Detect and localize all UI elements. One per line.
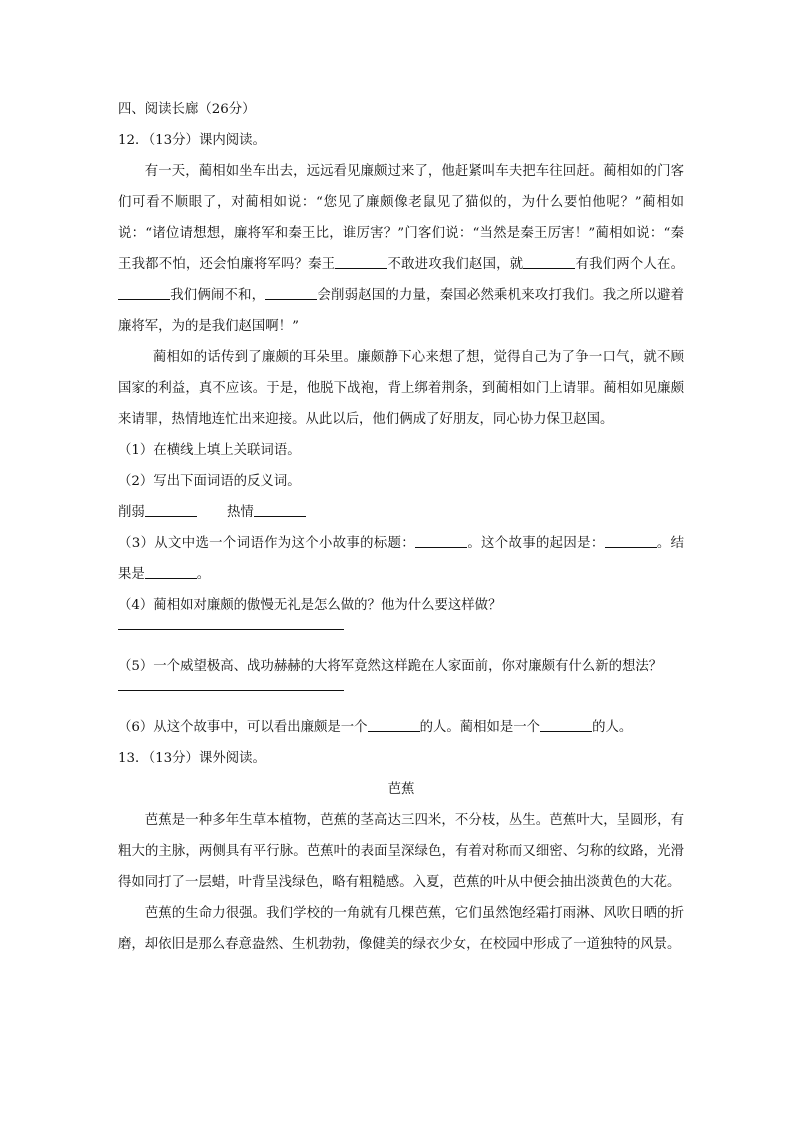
blank[interactable]	[540, 718, 592, 732]
answer-line[interactable]	[118, 690, 344, 691]
blank[interactable]	[145, 503, 197, 517]
blank[interactable]	[254, 503, 306, 517]
blank[interactable]	[145, 565, 197, 579]
q12-sub1: （1）在横线上填上关联词语。	[118, 443, 301, 458]
q13-passage-paragraph-1: 芭蕉是一种多年生草本植物，芭蕉的茎高达三四米，不分枝，丛生。芭蕉叶大，呈圆形，有粗大的主脉，两侧具有平行脉。芭蕉叶的表面呈深绿色，有着对称而又细密、匀称的纹路，光滑得如同打了一层蜡，叶背呈浅绿色，略有粗糙感。入夏，芭蕉的叶从中便会抽出淡黄色的大花。	[118, 813, 684, 890]
q12-passage-paragraph-1: 有一天，蔺相如坐车出去，远远看见廉颇过来了，他赶紧叫车夫把车往回赶。蔺相如的门客们可看不顺眼了，对蔺相如说：“您见了廉颇像老鼠见了猫似的，为什么要怕他呢？”蔺相如说：“诸位请想想，廉将军和秦王比，谁厉害？”门客们说：“当然是秦王厉害！”蔺相如说：“秦王我都不怕，还会怕廉将军吗？秦王 不敢进攻我们赵国，就 有我们两个人在。我们俩闹不和， 会削弱赵国的力量，秦国必然乘机来攻打我们。我之所以避着廉将军，为的是我们赵国啊！”	[118, 164, 685, 334]
q13-heading: 13．（13分）课外阅读。	[118, 751, 266, 766]
blank[interactable]	[605, 534, 657, 548]
passage-title: 芭蕉	[387, 782, 415, 797]
q12-sub3: （3）从文中选一个词语作为这个小故事的标题： 。这个故事的起因是： 。结果是 。	[118, 536, 684, 582]
antonym-row	[118, 497, 684, 528]
blank[interactable]	[368, 718, 420, 732]
exam-page	[118, 94, 684, 960]
q12-sub4: （4）蔺相如对廉颇的傲慢无礼是怎么做的？他为什么要这样做？	[118, 598, 502, 613]
blank[interactable]	[118, 286, 170, 300]
antonym-word: 削弱	[118, 505, 145, 520]
section-heading: 四、阅读长廊（26分）	[118, 102, 256, 117]
answer-line[interactable]	[118, 629, 344, 630]
antonym-word: 热情	[227, 505, 254, 520]
blank[interactable]	[265, 286, 317, 300]
q12-sub2: （2）写出下面词语的反义词。	[118, 474, 301, 489]
q12-sub5: （5）一个威望极高、战功赫赫的大将军竟然这样跪在人家面前，你对廉颇有什么新的想法？	[118, 659, 663, 674]
q13-passage-paragraph-2: 芭蕉的生命力很强。我们学校的一角就有几棵芭蕉，它们虽然饱经霜打雨淋、风吹日晒的折磨，却依旧是那么春意盎然、生机勃勃，像健美的绿衣少女，在校园中形成了一道独特的风景。	[118, 906, 684, 952]
q12-passage-paragraph-2: 蔺相如的话传到了廉颇的耳朵里。廉颇静下心来想了想，觉得自己为了争一口气，就不顾国家的利益，真不应该。于是，他脱下战袍，背上绑着荆条，到蔺相如门上请罪。蔺相如见廉颇来请罪，热情地连忙出来迎接。从此以后，他们俩成了好朋友，同心协力保卫赵国。	[118, 350, 684, 427]
blank[interactable]	[415, 534, 467, 548]
q12-heading: 12．（13分）课内阅读。	[118, 133, 266, 148]
blank[interactable]	[523, 255, 575, 269]
blank[interactable]	[335, 255, 387, 269]
q12-sub6: （6）从这个故事中，可以看出廉颇是一个 的人。蔺相如是一个 的人。	[118, 720, 633, 735]
